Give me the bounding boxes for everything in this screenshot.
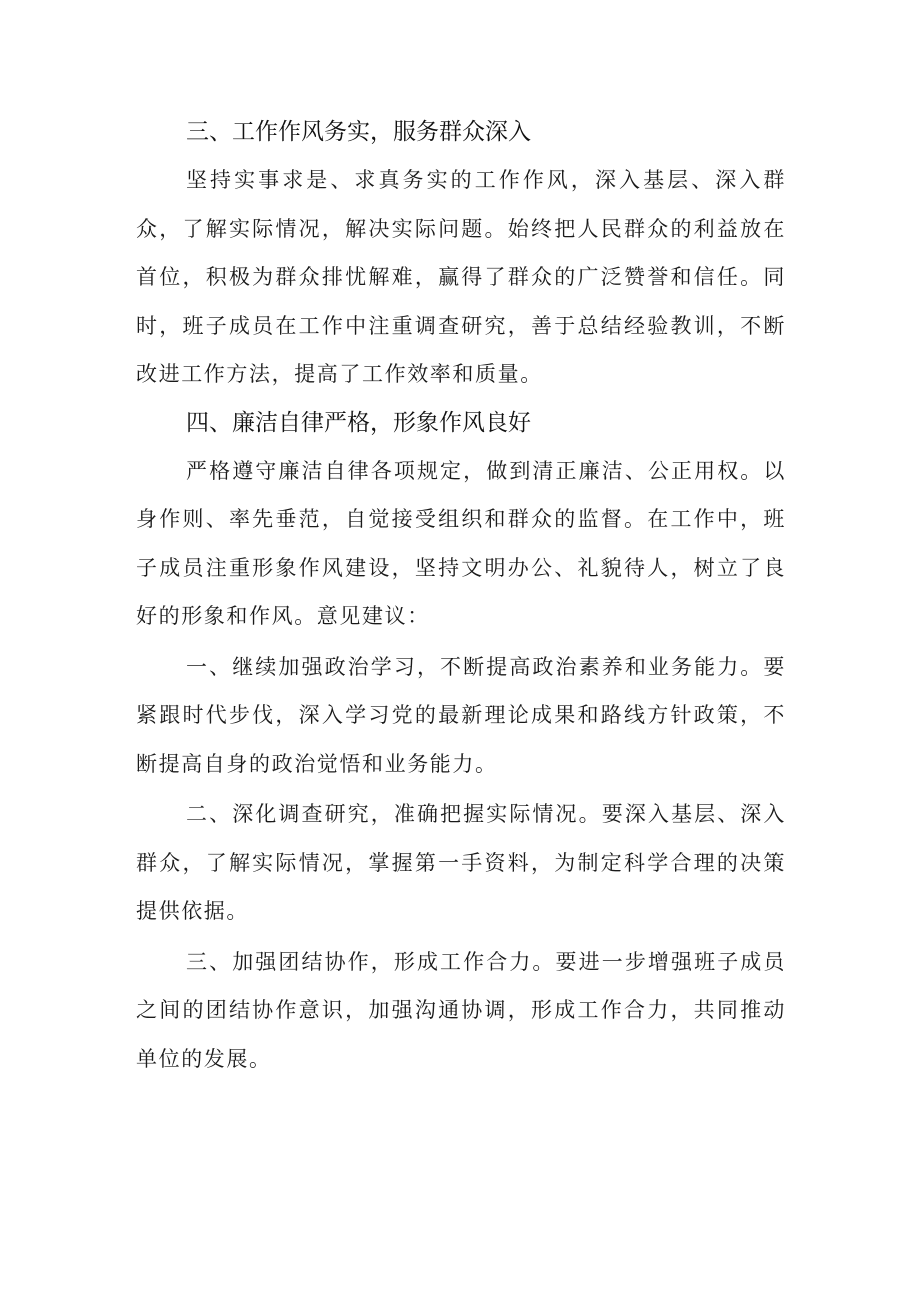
document-body	[136, 108, 786, 1083]
section-paragraph-3: 坚持实事求是、求真务实的工作作风，深入基层、深入群众，了解实际情况，解决实际问题。始终把人民群众的利益放在首位，积极为群众排忧解难，赢得了群众的广泛赞誉和信任。同时，班子成员在工作中注重调查研究，善于总结经验教训，不断改进工作方法，提高了工作效率和质量。	[136, 168, 786, 386]
section-paragraph-4: 严格遵守廉洁自律各项规定，做到清正廉洁、公正用权。以身作则、率先垂范，自觉接受组织和群众的监督。在工作中，班子成员注重形象作风建设，坚持文明办公、礼貌待人，树立了良好的形象和作风。意见建议：	[136, 458, 786, 628]
suggestion-paragraph-1: 一、继续加强政治学习，不断提高政治素养和业务能力。要紧跟时代步伐，深入学习党的最新理论成果和路线方针政策，不断提高自身的政治觉悟和业务能力。	[136, 654, 786, 776]
suggestion-paragraph-3: 三、加强团结协作，形成工作合力。要进一步增强班子成员之间的团结协作意识，加强沟通协调，形成工作合力，共同推动单位的发展。	[136, 949, 786, 1071]
section-heading-4: 四、廉洁自律严格，形象作风良好	[186, 409, 531, 436]
suggestion-paragraph-2: 二、深化调查研究，准确把握实际情况。要深入基层、深入群众，了解实际情况，掌握第一手资料，为制定科学合理的决策提供依据。	[136, 802, 786, 923]
section-heading-3: 三、工作作风务实，服务群众深入	[186, 119, 531, 145]
